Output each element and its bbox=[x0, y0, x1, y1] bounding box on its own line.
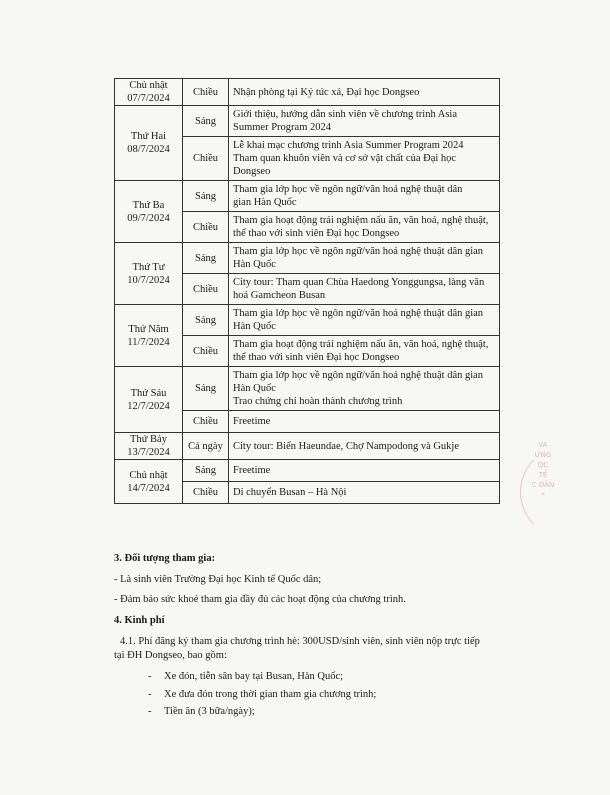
schedule-row bbox=[115, 79, 500, 106]
session-cell: Chiều bbox=[183, 411, 229, 433]
section4-heading: 4. Kinh phí bbox=[114, 615, 165, 626]
activity-line: Hàn Quốc bbox=[233, 321, 276, 332]
activity-line: thể thao với sinh viên Đại học Dongseo bbox=[233, 228, 400, 239]
weekday-label: Chủ nhật bbox=[129, 469, 168, 481]
activity-line: Hàn Quốc bbox=[233, 383, 276, 394]
activity-line: Tham gia hoạt động trải nghiệm nấu ăn, văn hoá, nghệ thuật, bbox=[233, 215, 489, 226]
activity-line: Freetime bbox=[233, 465, 271, 476]
activity-line: Tham gia lớp học về ngôn ngữ/văn hoá nghệ thuật dân gian bbox=[233, 370, 484, 381]
session-cell: Sáng bbox=[183, 305, 229, 336]
date-label: 13/7/2024 bbox=[127, 447, 170, 458]
weekday-label: Chủ nhật bbox=[129, 80, 168, 91]
activity-cell bbox=[229, 79, 500, 106]
activity-line: Giới thiệu, hướng dẫn sinh viên về chương trình Asia bbox=[233, 109, 458, 120]
activity-line: Dongseo bbox=[233, 166, 271, 177]
activity-line: Trao chứng chỉ hoàn thành chương trình bbox=[233, 396, 403, 407]
date-label: 09/7/2024 bbox=[127, 212, 170, 224]
activity-cell bbox=[229, 482, 500, 504]
session-cell: Cả ngày bbox=[183, 433, 229, 460]
section3-item: - Là sinh viên Trường Đại học Kinh tế Quốc dân; bbox=[114, 574, 322, 585]
date-label: 10/7/2024 bbox=[127, 274, 170, 286]
activity-line: gian Hàn Quốc bbox=[233, 197, 297, 208]
activity-line: Lễ khai mạc chương trình Asia Summer Program 2024 bbox=[233, 140, 464, 151]
official-seal-stamp bbox=[520, 441, 566, 536]
day-cell bbox=[115, 433, 183, 460]
activity-line: Tham quan khuôn viên và cơ sở vật chất của Đại học bbox=[233, 153, 457, 164]
day-cell bbox=[115, 243, 183, 305]
day-cell bbox=[115, 305, 183, 367]
schedule-row bbox=[115, 305, 500, 336]
bullet-dash: - bbox=[148, 689, 152, 700]
activity-cell bbox=[229, 106, 500, 137]
date-label: 07/7/2024 bbox=[127, 93, 170, 104]
schedule-row bbox=[115, 460, 500, 482]
activity-cell bbox=[229, 411, 500, 433]
section3-item: - Đảm bảo sức khoẻ tham gia đầy đủ các hoạt động của chương trình. bbox=[114, 594, 406, 605]
day-cell bbox=[115, 106, 183, 181]
activity-cell bbox=[229, 367, 500, 411]
activity-line: City tour: Tham quan Chùa Haedong Yonggungsa, làng văn bbox=[233, 277, 485, 288]
weekday-label: Thứ Sáu bbox=[130, 387, 167, 399]
bullet-text: Tiền ăn (3 bữa/ngày); bbox=[164, 706, 255, 717]
seal-text: C DÂN bbox=[531, 481, 555, 489]
activity-line: Tham gia lớp học về ngôn ngữ/văn hoá nghệ thuật dân bbox=[233, 184, 463, 195]
session-cell: Chiều bbox=[183, 482, 229, 504]
session-cell: Chiều bbox=[183, 274, 229, 305]
session-cell: Chiều bbox=[183, 212, 229, 243]
seal-text: ỌC bbox=[537, 461, 549, 469]
seal-text: TẾ bbox=[538, 471, 548, 479]
activity-cell bbox=[229, 336, 500, 367]
date-label: 14/7/2024 bbox=[127, 482, 170, 494]
schedule-table bbox=[114, 78, 500, 504]
activity-cell bbox=[229, 212, 500, 243]
seal-text: VA bbox=[538, 441, 548, 449]
activity-line: Tham gia lớp học về ngôn ngữ/văn hoá nghệ thuật dân gian bbox=[233, 308, 484, 319]
weekday-label: Thứ Ba bbox=[132, 199, 165, 211]
bullet-text: Xe đón, tiễn sân bay tại Busan, Hàn Quốc; bbox=[164, 671, 344, 682]
session-cell: Sáng bbox=[183, 181, 229, 212]
day-cell bbox=[115, 367, 183, 433]
day-cell bbox=[115, 460, 183, 504]
activity-cell bbox=[229, 274, 500, 305]
activity-line: Nhận phòng tại Ký túc xá, Đại học Dongseo bbox=[233, 86, 420, 98]
schedule-row bbox=[115, 367, 500, 411]
day-cell bbox=[115, 79, 183, 106]
activity-line: Summer Program 2024 bbox=[233, 122, 331, 133]
seal-text: ƯNG bbox=[534, 451, 552, 459]
activity-line: Di chuyển Busan – Hà Nội bbox=[233, 487, 347, 498]
bullet-text: Xe đưa đón trong thời gian tham gia chương trình; bbox=[164, 689, 377, 700]
day-cell bbox=[115, 181, 183, 243]
session-cell: Sáng bbox=[183, 243, 229, 274]
date-label: 11/7/2024 bbox=[127, 336, 170, 348]
bullet-dash: - bbox=[148, 706, 152, 717]
seal-ring bbox=[520, 446, 610, 538]
section3-heading: 3. Đối tượng tham gia: bbox=[114, 553, 216, 564]
activity-cell bbox=[229, 460, 500, 482]
schedule-row bbox=[115, 243, 500, 274]
date-label: 08/7/2024 bbox=[127, 144, 170, 155]
section4-paragraph-line: 4.1. Phí đăng ký tham gia chương trình hè: 300USD/sinh viên, sinh viên nộp trực tiếp bbox=[120, 636, 480, 647]
session-cell: Sáng bbox=[183, 367, 229, 411]
activity-cell bbox=[229, 305, 500, 336]
section4-paragraph-line: tại ĐH Dongseo, bao gồm: bbox=[114, 650, 227, 661]
weekday-label: Thứ Bảy bbox=[130, 434, 167, 445]
activity-cell bbox=[229, 181, 500, 212]
seal-text: * bbox=[541, 491, 545, 499]
bullet-dash: - bbox=[148, 671, 152, 682]
weekday-label: Thứ Năm bbox=[128, 323, 169, 335]
date-label: 12/7/2024 bbox=[127, 400, 170, 412]
weekday-label: Thứ Hai bbox=[130, 131, 167, 142]
schedule-row bbox=[115, 181, 500, 212]
session-cell: Chiều bbox=[183, 336, 229, 367]
session-cell: Sáng bbox=[183, 460, 229, 482]
session-cell: Sáng bbox=[183, 106, 229, 137]
session-cell: Chiều bbox=[183, 79, 229, 106]
activity-line: thể thao với sinh viên Đại học Dongseo bbox=[233, 352, 400, 363]
activity-cell bbox=[229, 137, 500, 181]
activity-line: City tour: Biển Haeundae, Chợ Nampodong và Gukje bbox=[233, 440, 460, 452]
activity-line: Tham gia lớp học về ngôn ngữ/văn hoá nghệ thuật dân gian bbox=[233, 246, 484, 257]
activity-cell bbox=[229, 243, 500, 274]
schedule-row bbox=[115, 106, 500, 137]
weekday-label: Thứ Tư bbox=[132, 261, 165, 273]
activity-line: hoá Gamcheon Busan bbox=[233, 290, 326, 301]
activity-line: Freetime bbox=[233, 416, 271, 427]
activity-line: Hàn Quốc bbox=[233, 259, 276, 270]
activity-cell bbox=[229, 433, 500, 460]
schedule-row bbox=[115, 433, 500, 460]
session-cell: Chiều bbox=[183, 137, 229, 181]
activity-line: Tham gia hoạt động trải nghiệm nấu ăn, văn hoá, nghệ thuật, bbox=[233, 339, 489, 350]
